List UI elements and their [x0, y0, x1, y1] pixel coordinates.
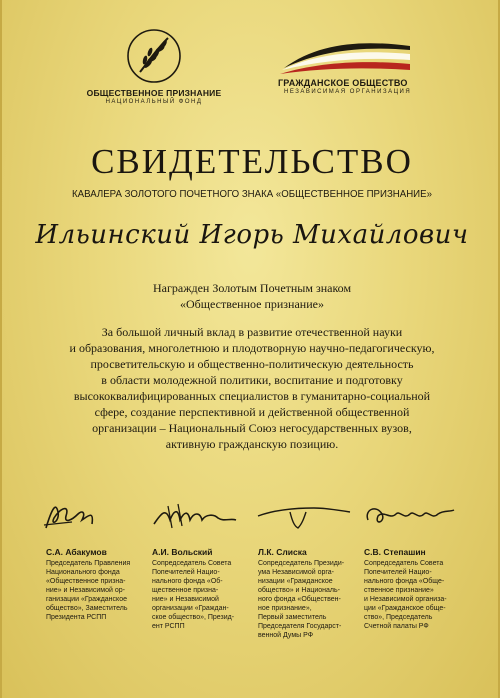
flag-swoosh-icon: [264, 38, 414, 76]
award-statement: [2, 280, 500, 312]
right-logo-title: ГРАЖДАНСКОЕ ОБЩЕСТВО: [278, 78, 408, 88]
citation-text: [42, 324, 462, 452]
signatory-role: Сопредседатель Президи- ума Независимой орга- низации «Гражданское общество» и Националь- ного фонда «Обществен- ное признание», Первый заместитель Председателя Государст- венной Думы РФ: [258, 560, 345, 639]
signatory-name: Л.К. Слиска: [258, 547, 307, 557]
signatory-stepashin: [360, 498, 465, 631]
signature-abakumov: [42, 498, 132, 532]
signature-volsky: [148, 498, 248, 532]
citation-line: сфере, создание перспективной и действенной общественной: [94, 405, 410, 419]
signature-sliska: [254, 498, 354, 532]
signature-stepashin: [360, 498, 460, 532]
citation-line: и образования, многолетнюю и плодотворную научно-педагогическую,: [69, 341, 435, 355]
signatory-name: С.В. Степашин: [364, 547, 426, 557]
laurel-branch-icon: [126, 28, 182, 84]
citation-line: организации – Национальный Союз негосударственных вузов,: [92, 421, 412, 435]
citation-line: За большой личный вклад в развитие отечественной науки: [101, 325, 403, 339]
signatory-name: А.И. Вольский: [152, 547, 213, 557]
citation-line: активную гражданскую позицию.: [165, 437, 339, 451]
civil-society-logo: [264, 38, 414, 95]
certificate-subtitle: КАВАЛЕРА ЗОЛОТОГО ПОЧЕТНОГО ЗНАКА «ОБЩЕСТВЕННОЕ ПРИЗНАНИЕ»: [72, 188, 432, 200]
signatory-volsky: [148, 498, 253, 631]
recipient-name: Ильинский Игорь Михайлович: [35, 220, 469, 250]
citation-line: высококвалифицированных специалистов в гуманитарно-социальной: [73, 389, 431, 403]
signatures-block: [42, 498, 462, 648]
award-line: «Общественное признание»: [180, 297, 324, 311]
left-logo-subtitle: НАЦИОНАЛЬНЫЙ ФОНД: [105, 99, 203, 105]
right-logo-subtitle: НЕЗАВИСИМАЯ ОРГАНИЗАЦИЯ: [284, 89, 412, 95]
signatory-sliska: [254, 498, 359, 640]
certificate-title: СВИДЕТЕЛЬСТВО: [91, 142, 413, 181]
signatory-role: Председатель Правления Национального фонда «Общественное призна- ние» и Независимой ор- ганизации «Гражданское общество», Заместитель Президента РСПП: [46, 560, 131, 621]
citation-line: в области молодежной политики, воспитание и подготовку: [101, 373, 403, 387]
signatory-name: С.А. Абакумов: [46, 547, 107, 557]
signatory-abakumov: [42, 498, 147, 622]
signatory-role: Сопредседатель Совета Попечителей Нацио- нального фонда «Об- щественное призна- ние» и Независимой организации «Граждан- ское общество», Презид- ент РСПП: [152, 560, 235, 630]
citation-line: просветительскую и общественно-политическую деятельность: [90, 357, 414, 371]
left-logo-title: ОБЩЕСТВЕННОЕ ПРИЗНАНИЕ: [86, 88, 222, 98]
award-line: Награжден Золотым Почетным знаком: [152, 281, 352, 295]
signatory-role: Сопредседатель Совета Попечителей Нацио- нального фонда «Обще- ственное признание» и Независимой организа- ции «Гражданское обще- ство», Председатель Счетной палаты РФ: [364, 560, 447, 630]
public-recognition-logo: [84, 28, 224, 105]
